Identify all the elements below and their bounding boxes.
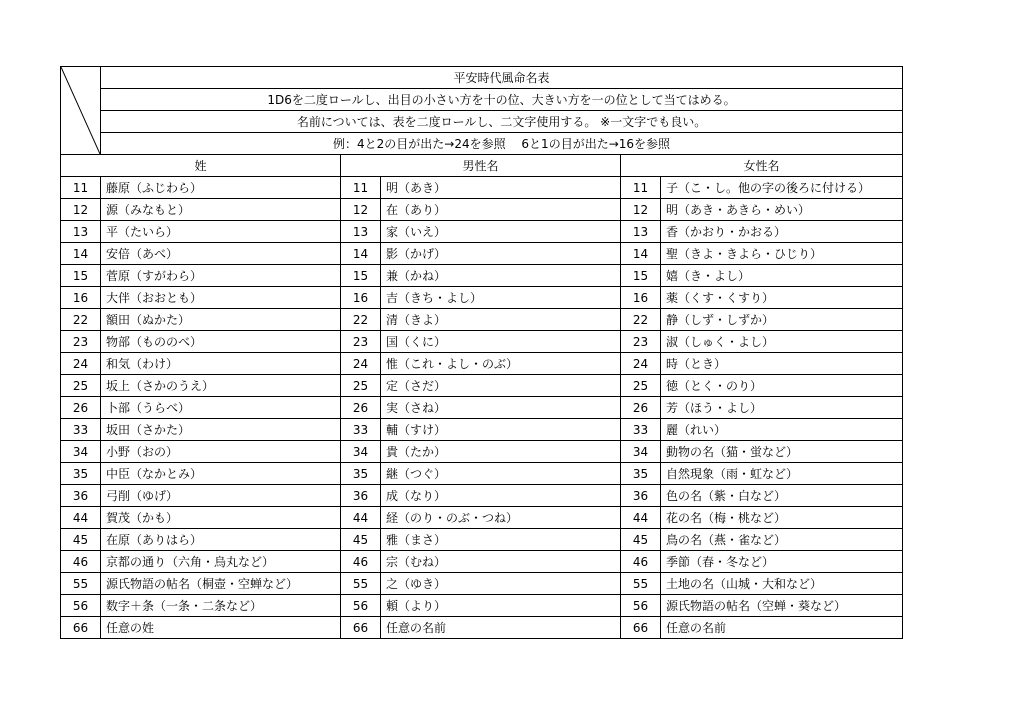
table-row <box>61 463 903 485</box>
roll-number-surname: 33 <box>61 419 101 441</box>
column-header-surname: 姓 <box>61 155 341 177</box>
instruction-example: 例：4と2の目が出た→24を参照 6と1の目が出た→16を参照 <box>101 133 903 155</box>
roll-number-surname: 45 <box>61 529 101 551</box>
roll-number-female: 23 <box>621 331 661 353</box>
surname-cell: 源氏物語の帖名（桐壺・空蝉など） <box>101 573 341 595</box>
roll-number-surname: 35 <box>61 463 101 485</box>
male-name-cell: 惟（これ・よし・のぶ） <box>381 353 621 375</box>
surname-cell: 和気（わけ） <box>101 353 341 375</box>
table-row <box>61 243 903 265</box>
male-name-cell: 貴（たか） <box>381 441 621 463</box>
male-name-cell: 清（きよ） <box>381 309 621 331</box>
surname-cell: 坂上（さかのうえ） <box>101 375 341 397</box>
female-name-cell: 子（こ・し。他の字の後ろに付ける） <box>661 177 903 199</box>
roll-number-female: 35 <box>621 463 661 485</box>
roll-number-male: 44 <box>341 507 381 529</box>
male-name-cell: 国（くに） <box>381 331 621 353</box>
table-row <box>61 595 903 617</box>
column-header-male: 男性名 <box>341 155 621 177</box>
table-row <box>61 375 903 397</box>
surname-cell: 大伴（おおとも） <box>101 287 341 309</box>
female-name-cell: 季節（春・冬など） <box>661 551 903 573</box>
female-name-cell: 動物の名（猫・蛍など） <box>661 441 903 463</box>
table-row <box>61 221 903 243</box>
roll-number-male: 11 <box>341 177 381 199</box>
female-name-cell: 薬（くす・くすり） <box>661 287 903 309</box>
table-row <box>61 353 903 375</box>
roll-number-female: 33 <box>621 419 661 441</box>
female-name-cell: 明（あき・あきら・めい） <box>661 199 903 221</box>
surname-cell: 源（みなもと） <box>101 199 341 221</box>
surname-cell: 卜部（うらべ） <box>101 397 341 419</box>
table-row <box>61 529 903 551</box>
roll-number-female: 14 <box>621 243 661 265</box>
roll-number-male: 45 <box>341 529 381 551</box>
roll-number-female: 56 <box>621 595 661 617</box>
female-name-cell: 聖（きよ・きよら・ひじり） <box>661 243 903 265</box>
male-name-cell: 家（いえ） <box>381 221 621 243</box>
roll-number-female: 25 <box>621 375 661 397</box>
roll-number-female: 55 <box>621 573 661 595</box>
table-row <box>61 265 903 287</box>
surname-cell: 藤原（ふじわら） <box>101 177 341 199</box>
surname-cell: 数字＋条（一条・二条など） <box>101 595 341 617</box>
roll-number-surname: 11 <box>61 177 101 199</box>
roll-number-male: 56 <box>341 595 381 617</box>
roll-number-male: 26 <box>341 397 381 419</box>
naming-table <box>60 66 903 639</box>
roll-number-female: 13 <box>621 221 661 243</box>
female-name-cell: 香（かおり・かおる） <box>661 221 903 243</box>
roll-number-surname: 55 <box>61 573 101 595</box>
female-name-cell: 鳥の名（燕・雀など） <box>661 529 903 551</box>
table-row <box>61 485 903 507</box>
surname-cell: 物部（もののべ） <box>101 331 341 353</box>
roll-number-surname: 34 <box>61 441 101 463</box>
surname-cell: 小野（おの） <box>101 441 341 463</box>
male-name-cell: 経（のり・のぶ・つね） <box>381 507 621 529</box>
roll-number-male: 23 <box>341 331 381 353</box>
male-name-cell: 実（さね） <box>381 397 621 419</box>
female-name-cell: 淑（しゅく・よし） <box>661 331 903 353</box>
roll-number-female: 45 <box>621 529 661 551</box>
diagonal-corner-cell <box>61 67 101 155</box>
female-name-cell: 麗（れい） <box>661 419 903 441</box>
female-name-cell: 時（とき） <box>661 353 903 375</box>
surname-cell: 額田（ぬかた） <box>101 309 341 331</box>
male-name-cell: 吉（きち・よし） <box>381 287 621 309</box>
roll-number-male: 14 <box>341 243 381 265</box>
roll-number-male: 22 <box>341 309 381 331</box>
male-name-cell: 任意の名前 <box>381 617 621 639</box>
table-row <box>61 617 903 639</box>
roll-number-female: 44 <box>621 507 661 529</box>
table-row <box>61 419 903 441</box>
roll-number-female: 16 <box>621 287 661 309</box>
table-row <box>61 177 903 199</box>
male-name-cell: 雅（まさ） <box>381 529 621 551</box>
table-row <box>61 441 903 463</box>
roll-number-female: 46 <box>621 551 661 573</box>
roll-number-male: 16 <box>341 287 381 309</box>
column-header-female: 女性名 <box>621 155 903 177</box>
male-name-cell: 頼（より） <box>381 595 621 617</box>
instruction-line-1: 1D6を二度ロールし、出目の小さい方を十の位、大きい方を一の位として当てはめる。 <box>101 89 903 111</box>
roll-number-surname: 44 <box>61 507 101 529</box>
table-row <box>61 397 903 419</box>
roll-number-male: 36 <box>341 485 381 507</box>
female-name-cell: 嬉（き・よし） <box>661 265 903 287</box>
male-name-cell: 明（あき） <box>381 177 621 199</box>
roll-number-female: 12 <box>621 199 661 221</box>
male-name-cell: 定（さだ） <box>381 375 621 397</box>
male-name-cell: 成（なり） <box>381 485 621 507</box>
roll-number-male: 25 <box>341 375 381 397</box>
male-name-cell: 継（つぐ） <box>381 463 621 485</box>
column-header-row <box>61 155 903 177</box>
surname-cell: 中臣（なかとみ） <box>101 463 341 485</box>
roll-number-surname: 12 <box>61 199 101 221</box>
female-name-cell: 芳（ほう・よし） <box>661 397 903 419</box>
roll-number-female: 66 <box>621 617 661 639</box>
female-name-cell: 静（しず・しずか） <box>661 309 903 331</box>
instruction-line-2: 名前については、表を二度ロールし、二文字使用する。 ※一文字でも良い。 <box>101 111 903 133</box>
female-name-cell: 徳（とく・のり） <box>661 375 903 397</box>
roll-number-surname: 22 <box>61 309 101 331</box>
roll-number-surname: 14 <box>61 243 101 265</box>
surname-cell: 菅原（すがわら） <box>101 265 341 287</box>
roll-number-surname: 15 <box>61 265 101 287</box>
male-name-cell: 在（あり） <box>381 199 621 221</box>
roll-number-female: 22 <box>621 309 661 331</box>
table-row <box>61 573 903 595</box>
roll-number-female: 26 <box>621 397 661 419</box>
roll-number-male: 35 <box>341 463 381 485</box>
female-name-cell: 源氏物語の帖名（空蝉・葵など） <box>661 595 903 617</box>
table-row <box>61 551 903 573</box>
table-row <box>61 287 903 309</box>
roll-number-surname: 46 <box>61 551 101 573</box>
roll-number-surname: 56 <box>61 595 101 617</box>
table-row <box>61 331 903 353</box>
male-name-cell: 輔（すけ） <box>381 419 621 441</box>
surname-cell: 任意の姓 <box>101 617 341 639</box>
surname-cell: 平（たいら） <box>101 221 341 243</box>
roll-number-surname: 66 <box>61 617 101 639</box>
male-name-cell: 宗（むね） <box>381 551 621 573</box>
roll-number-male: 15 <box>341 265 381 287</box>
surname-cell: 弓削（ゆげ） <box>101 485 341 507</box>
roll-number-surname: 26 <box>61 397 101 419</box>
roll-number-male: 46 <box>341 551 381 573</box>
surname-cell: 坂田（さかた） <box>101 419 341 441</box>
male-name-cell: 兼（かね） <box>381 265 621 287</box>
surname-cell: 在原（ありはら） <box>101 529 341 551</box>
roll-number-female: 15 <box>621 265 661 287</box>
table-row <box>61 309 903 331</box>
roll-number-surname: 24 <box>61 353 101 375</box>
table-title: 平安時代風命名表 <box>101 67 903 89</box>
diagonal-line <box>61 67 100 154</box>
roll-number-surname: 36 <box>61 485 101 507</box>
female-name-cell: 花の名（梅・桃など） <box>661 507 903 529</box>
female-name-cell: 土地の名（山城・大和など） <box>661 573 903 595</box>
table-row <box>61 199 903 221</box>
roll-number-male: 34 <box>341 441 381 463</box>
roll-number-female: 36 <box>621 485 661 507</box>
roll-number-female: 24 <box>621 353 661 375</box>
surname-cell: 賀茂（かも） <box>101 507 341 529</box>
table-row <box>61 507 903 529</box>
roll-number-male: 33 <box>341 419 381 441</box>
roll-number-male: 55 <box>341 573 381 595</box>
female-name-cell: 色の名（紫・白など） <box>661 485 903 507</box>
male-name-cell: 之（ゆき） <box>381 573 621 595</box>
roll-number-male: 66 <box>341 617 381 639</box>
roll-number-surname: 16 <box>61 287 101 309</box>
roll-number-surname: 23 <box>61 331 101 353</box>
surname-cell: 安倍（あべ） <box>101 243 341 265</box>
male-name-cell: 影（かげ） <box>381 243 621 265</box>
roll-number-female: 34 <box>621 441 661 463</box>
female-name-cell: 任意の名前 <box>661 617 903 639</box>
roll-number-male: 24 <box>341 353 381 375</box>
roll-number-male: 13 <box>341 221 381 243</box>
roll-number-male: 12 <box>341 199 381 221</box>
female-name-cell: 自然現象（雨・虹など） <box>661 463 903 485</box>
roll-number-surname: 13 <box>61 221 101 243</box>
roll-number-surname: 25 <box>61 375 101 397</box>
surname-cell: 京都の通り（六角・烏丸など） <box>101 551 341 573</box>
roll-number-female: 11 <box>621 177 661 199</box>
